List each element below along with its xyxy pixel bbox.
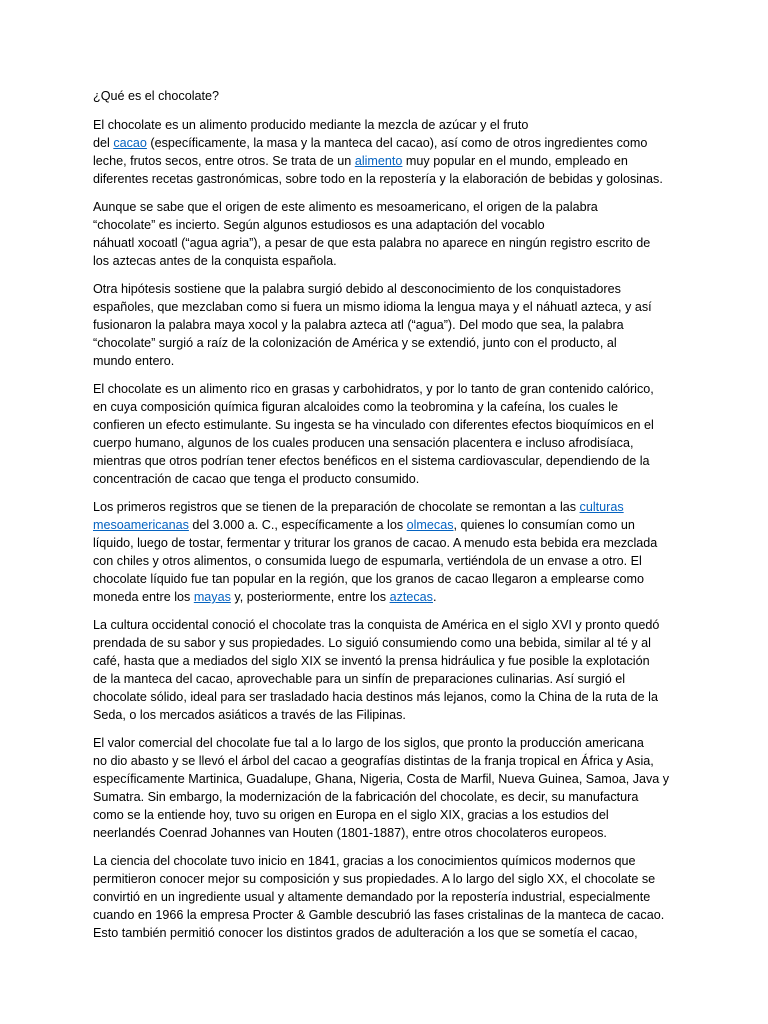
text-run: Otra hipótesis sostiene que la palabra surgió debido al desconocimiento de los conquistadores [93, 282, 621, 296]
text-run: . [432, 590, 437, 604]
text-run: permitieron conocer mejor su composición y sus propiedades. A lo largo del siglo XX, el chocolate se [93, 872, 656, 886]
text-line [93, 570, 682, 588]
text-run: moneda entre los [93, 590, 194, 604]
text-line [93, 824, 682, 842]
text-run: “chocolate” es incierto. Según algunos estudiosos es una adaptación del vocablo [93, 218, 545, 232]
text-run: líquido, luego de tostar, fermentar y triturar los granos de cacao. A menudo esta bebida era mezclada [93, 536, 658, 550]
text-run: del 3.000 a. C., específicamente a los [188, 518, 407, 532]
text-run: La cultura occidental conoció el chocolate tras la conquista de América en el siglo XVI y pronto quedó [93, 618, 660, 632]
text-run: confieren un efecto estimulante. Su ingesta se ha vinculado con diferentes efectos bioquímicos en el [93, 418, 654, 432]
text-run: prendada de su sabor y sus propiedades. Lo siguió consumiendo como una bebida, similar al té y al [93, 636, 651, 650]
paragraph [93, 380, 682, 488]
text-run: convirtió en un ingrediente usual y altamente demandado por la repostería industrial, especialmente [93, 890, 651, 904]
paragraph [93, 116, 682, 188]
text-line [93, 252, 682, 270]
text-run: chocolate líquido fue tan popular en la región, que los granos de cacao llegaron a emplearse como [93, 572, 644, 586]
text-run: fusionaron la palabra maya xocol y la palabra azteca atl (“agua”). Del modo que sea, la palabra [93, 318, 624, 332]
hyperlink[interactable]: mayas [193, 590, 231, 604]
text-run: Aunque se sabe que el origen de este alimento es mesoamericano, el origen de la palabra [93, 200, 598, 214]
paragraph [93, 734, 682, 842]
text-line [93, 888, 682, 906]
text-line [93, 434, 682, 452]
text-run: “chocolate” surgió a raíz de la colonización de América y se extendió, junto con el producto, al [93, 336, 617, 350]
text-line [93, 688, 682, 706]
text-run: cuerpo humano, algunos de los cuales producen una sensación placentera e incluso afrodisíaca, [93, 436, 634, 450]
text-line [93, 870, 682, 888]
text-run: El chocolate es un alimento producido mediante la mezcla de azúcar y el fruto [93, 118, 529, 132]
text-line [93, 788, 682, 806]
text-run: Los primeros registros que se tienen de la preparación de chocolate se remontan a las [93, 500, 580, 514]
paragraph [93, 198, 682, 270]
paragraph [93, 852, 682, 942]
text-run: y, posteriormente, entre los [230, 590, 390, 604]
text-run: concentración de cacao que tenga el producto consumido. [93, 472, 420, 486]
text-line [93, 588, 682, 606]
text-run: de la manteca del cacao, aprovechable para un sinfín de preparaciones culinarias. Así surgió el [93, 672, 626, 686]
text-line [93, 498, 682, 516]
hyperlink[interactable]: cacao [113, 136, 147, 150]
text-line [93, 334, 682, 352]
text-run: específicamente Martinica, Guadalupe, Ghana, Nigeria, Costa de Marfil, Nueva Guinea, Samoa, Java y [93, 772, 670, 786]
text-run: (específicamente, la masa y la manteca del cacao), así como de otros ingredientes como [146, 136, 648, 150]
text-line [93, 234, 682, 252]
text-run: como se la entiende hoy, tuvo su origen en Europa en el siglo XIX, gracias a los estudios del [93, 808, 609, 822]
hyperlink[interactable]: aztecas [389, 590, 433, 604]
text-line [93, 616, 682, 634]
text-line [93, 398, 682, 416]
text-line [93, 806, 682, 824]
text-run: cuando en 1966 la empresa Procter & Gamble descubrió las fases cristalinas de la manteca de cacao. [93, 908, 665, 922]
text-line [93, 734, 682, 752]
text-line [93, 216, 682, 234]
text-line [93, 198, 682, 216]
text-run: , quienes lo consumían como un [453, 518, 635, 532]
text-run: del [93, 136, 114, 150]
text-run: leche, frutos secos, entre otros. Se trata de un [93, 154, 355, 168]
text-run: náhuatl xocoatl (“agua agria”), a pesar de que esta palabra no aparece en ningún registro escrito de [93, 236, 651, 250]
text-run: mientras que otros podrían tener efectos benéficos en el sistema cardiovascular, dependiendo de la [93, 454, 650, 468]
paragraph [93, 616, 682, 724]
text-line [93, 152, 682, 170]
text-line [93, 452, 682, 470]
text-run: Esto también permitió conocer los distintos grados de adulteración a los que se sometía el cacao, [93, 926, 638, 940]
text-run: La ciencia del chocolate tuvo inicio en 1841, gracias a los conocimientos químicos modernos que [93, 854, 636, 868]
text-line [93, 634, 682, 652]
text-run: españoles, que mezclaban como si fuera un mismo idioma la lengua maya y el náhuatl azteca, y así [93, 300, 652, 314]
document-title: ¿Qué es el chocolate? [93, 89, 220, 103]
text-run: diferentes recetas gastronómicas, sobre todo en la repostería y la elaboración de bebidas y golosinas. [93, 172, 663, 186]
text-line [93, 906, 682, 924]
text-line [93, 134, 682, 152]
text-run: neerlandés Coenrad Johannes van Houten (1801-1887), entre otros chocolateros europeos. [93, 826, 607, 840]
text-line [93, 470, 682, 488]
text-line [93, 116, 682, 134]
text-line [93, 280, 682, 298]
text-run: con chiles y otros alimentos, o consumida luego de espumarla, vertiéndola de un envase a otro. El [93, 554, 642, 568]
text-line [93, 670, 682, 688]
text-line [93, 552, 682, 570]
text-run: Sumatra. Sin embargo, la modernización de la fabricación del chocolate, es decir, su manufactura [93, 790, 639, 804]
hyperlink[interactable]: alimento [354, 154, 403, 168]
hyperlink[interactable]: culturas [579, 500, 624, 514]
text-line [93, 352, 682, 370]
text-line [93, 924, 682, 942]
text-run: Seda, o los mercados asiáticos a través de las Filipinas. [93, 708, 406, 722]
text-run: mundo entero. [93, 354, 175, 368]
text-line [93, 170, 682, 188]
text-line [93, 416, 682, 434]
paragraph [93, 280, 682, 370]
text-run: muy popular en el mundo, empleado en [402, 154, 628, 168]
paragraph [93, 498, 682, 606]
hyperlink[interactable]: mesoamericanas [93, 518, 189, 532]
text-line [93, 316, 682, 334]
text-run: chocolate sólido, ideal para ser trasladado hacia destinos más lejanos, como la China de la ruta de la [93, 690, 658, 704]
text-line [93, 770, 682, 788]
document-body [93, 116, 682, 942]
text-run: El valor comercial del chocolate fue tal a lo largo de los siglos, que pronto la producción americana [93, 736, 644, 750]
text-run: no dio abasto y se llevó el árbol del cacao a geografías distintas de la franja tropical en África y Asia, [93, 754, 654, 768]
text-run: El chocolate es un alimento rico en grasas y carbohidratos, y por lo tanto de gran contenido calórico, [93, 382, 654, 396]
text-line [93, 752, 682, 770]
text-run: los aztecas antes de la conquista española. [93, 254, 337, 268]
text-line [93, 298, 682, 316]
hyperlink[interactable]: olmecas [406, 518, 454, 532]
text-line [93, 516, 682, 534]
text-line [93, 852, 682, 870]
text-line [93, 706, 682, 724]
text-line [93, 380, 682, 398]
text-run: café, hasta que a mediados del siglo XIX se inventó la prensa hidráulica y fue posible la explotación [93, 654, 650, 668]
text-run: en cuya composición química figuran alcaloides como la teobromina y la cafeína, los cuales le [93, 400, 619, 414]
text-line [93, 534, 682, 552]
text-line [93, 652, 682, 670]
